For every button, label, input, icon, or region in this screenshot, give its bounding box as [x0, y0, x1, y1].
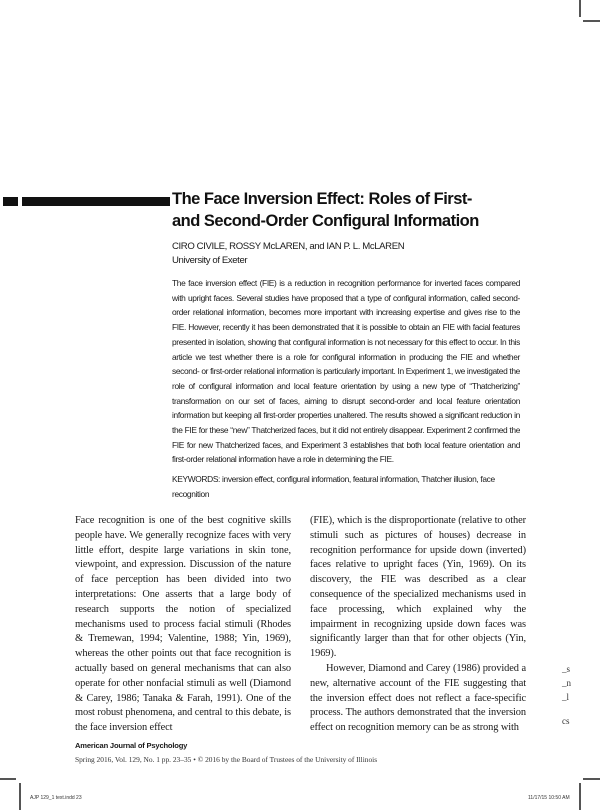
authors: CIRO CIVILE, ROSSY McLAREN, and IAN P. L. McLAREN [172, 241, 405, 252]
keywords: KEYWORDS: inversion effect, configural information, featural information, Thatcher illusion, face recognition [172, 474, 495, 499]
heading-bar [22, 197, 170, 206]
crop-mark [583, 778, 600, 780]
crop-mark [579, 783, 581, 810]
body-paragraph: Face recognition is one of the best cognitive skills people have. We generally recognize faces with very little effort, despite large variations in skin tone, viewpoint, and expression. Discussion of the nature of face perception has been divided into two interpretations: One asserts that a large body of research supports the notion of specialized mechanisms used to process facial stimuli (Rhodes & Tremewan, 1994; Valentine, 1988; Yin, 1969), whereas the other points out that face recognition is actually based on general mechanisms that can also operate for other nonfacial stimuli as well (Diamond & Carey, 1986; Tanaka & Farah, 1991). One of the most robust phenomena, and central to this debate, is the face inversion effect [75, 515, 291, 734]
margin-mark: _n [562, 678, 571, 688]
margin-mark: _s [562, 664, 571, 674]
slug-file: AJP 129_1 text.indd 23 [30, 795, 82, 801]
body-column-right [310, 514, 526, 736]
margin-mark: _l [562, 692, 570, 702]
affiliation: University of Exeter [172, 255, 248, 266]
body-column-left [75, 514, 291, 736]
title-line-2: and Second-Order Configural Information [172, 212, 479, 230]
title-line-1: The Face Inversion Effect: Roles of First- [172, 190, 472, 208]
crop-mark [19, 783, 21, 810]
crop-mark [0, 778, 16, 780]
crop-mark [583, 20, 600, 22]
margin-mark: cs [562, 716, 570, 726]
crop-mark [579, 0, 581, 17]
slug-datetime: 11/17/15 10:50 AM [528, 795, 570, 801]
journal-name: American Journal of Psychology [75, 741, 188, 750]
abstract-text: The face inversion effect (FIE) is a reduction in recognition performance for inverted faces compared with upright faces. Several studies have proposed that a type of configural information, called second-order relational information, becomes more important with increasing expertise and gives rise to the FIE. However, recently it has been demonstrated that it is possible to obtain an FIE with facial features presented in isolation, showing that configural information is not necessary for this effect to occur. In this article we test whether there is a role for configural information in producing the FIE and whether second- or first-order relational information is particularly important. In Experiment 1, we investigated the role of configural information and local feature orientation by using a new type of “Thatcherizing” transformation on our set of faces, aiming to disrupt second-order and local feature orientation information but keeping all first-order properties unaltered. The results showed a significant reduction in the FIE for these “new” Thatcherized faces, but it did not entirely disappear. Experiment 2 confirmed the FIE for new Thatcherized faces, and Experiment 3 establishes that both local feature orientation and first-order relational information have a role in determining the FIE. [172, 278, 520, 465]
heading-bar-small [3, 197, 18, 206]
abstract [172, 276, 520, 507]
citation-line: Spring 2016, Vol. 129, No. 1 pp. 23–35 • © 2016 by the Board of Trustees of the University of Illinois [75, 755, 378, 764]
body-paragraph: However, Diamond and Carey (1986) provided a new, alternative account of the FIE suggesting that the inversion effect does not reflect a face-specific process. The authors demonstrated that the inversion effect on recognition memory can be as strong with [310, 662, 526, 734]
body-paragraph: (FIE), which is the disproportionate (relative to other stimuli such as pictures of houses) decrease in recognition performance for upside down (inverted) faces relative to upright faces (Yin, 1969). On its discovery, the FIE was described as a clear consequence of the specialized mechanisms used in face processing, which explained why the impairment in recognizing upside down faces was significantly larger than that for other objects (Yin, 1969). [310, 515, 526, 660]
article-title [172, 188, 552, 232]
author-block [172, 240, 404, 268]
